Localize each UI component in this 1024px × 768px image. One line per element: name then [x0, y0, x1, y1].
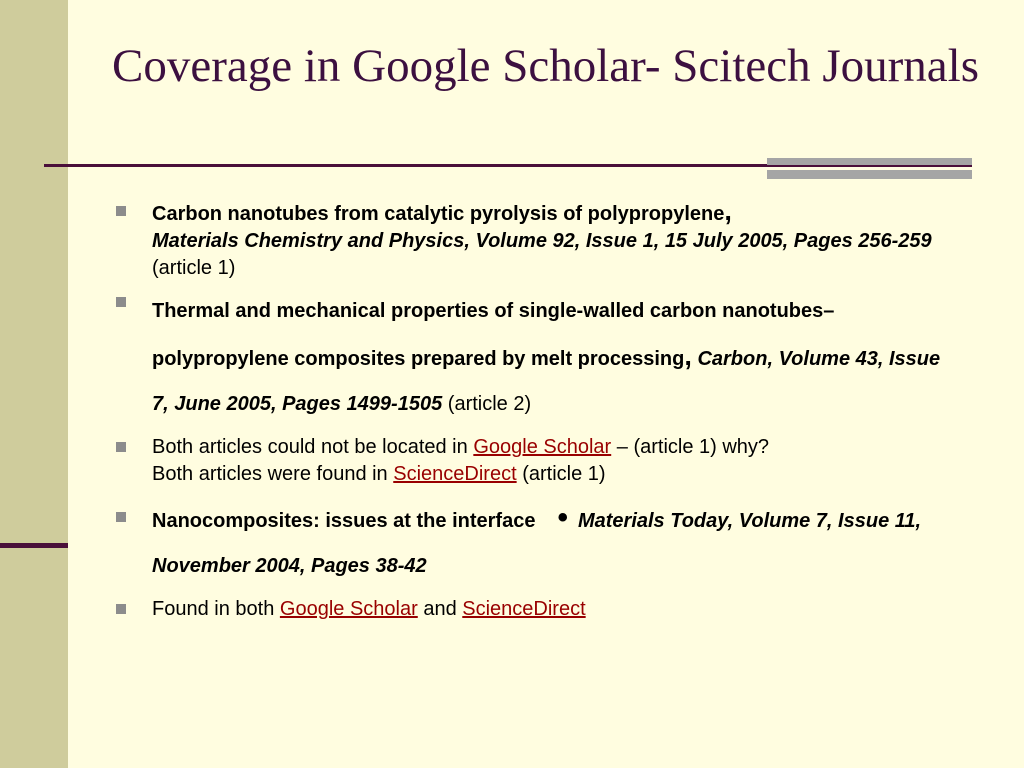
square-bullet-icon	[116, 604, 126, 614]
article-note: (article 2)	[447, 393, 532, 415]
text-line1-suffix: – (article 1) why?	[616, 436, 770, 458]
slide-title: Coverage in Google Scholar- Scitech Journals	[112, 40, 980, 92]
separator-comma: ,	[684, 341, 692, 371]
text-line1-prefix: Both articles could not be located in	[152, 436, 468, 458]
article-title: Nanocomposites: issues at the interface	[152, 510, 536, 532]
left-decorative-bar	[0, 0, 68, 768]
article-source: Carbon, Volume 43, Issue 7, June 2005, Pages 1499-1505	[152, 348, 941, 415]
text-prefix: Found in both	[152, 598, 275, 620]
separator-comma: ,	[724, 196, 732, 226]
google-scholar-link[interactable]: Google Scholar	[279, 598, 418, 620]
gray-decorative-rule-bottom	[767, 170, 972, 179]
text-and: and	[423, 598, 457, 620]
separator-dot: •	[557, 501, 568, 534]
left-bar-accent-line	[0, 543, 68, 548]
square-bullet-icon	[116, 512, 126, 522]
article-title: Thermal and mechanical properties of single-walled carbon nanotubes–polypropylene composites prepared by melt processing	[152, 300, 835, 370]
gray-decorative-rule-top	[767, 158, 972, 165]
article-source: Materials Chemistry and Physics, Volume 92, Issue 1, 15 July 2005, Pages 256-259	[152, 230, 932, 252]
article-source: Materials Today, Volume 7, Issue 11, November 2004, Pages 38-42	[152, 510, 922, 577]
text-line2-prefix: Both articles were found in	[152, 463, 388, 485]
article-title: Carbon nanotubes from catalytic pyrolysis of polypropylene	[152, 203, 725, 225]
text-line2-suffix: (article 1)	[522, 463, 606, 485]
bullet-list	[116, 198, 946, 630]
square-bullet-icon	[116, 442, 126, 452]
square-bullet-icon	[116, 297, 126, 307]
google-scholar-link[interactable]: Google Scholar	[473, 436, 612, 458]
bullet-item-article-2	[116, 289, 946, 427]
square-bullet-icon	[116, 206, 126, 216]
sciencedirect-link[interactable]: ScienceDirect	[462, 598, 586, 620]
bullet-item-search-result	[116, 434, 946, 488]
bullet-item-article-1	[116, 198, 946, 282]
bullet-item-found-both	[116, 596, 946, 623]
sciencedirect-link[interactable]: ScienceDirect	[393, 463, 517, 485]
bullet-item-article-3	[116, 495, 946, 589]
article-note: (article 1)	[152, 257, 236, 279]
